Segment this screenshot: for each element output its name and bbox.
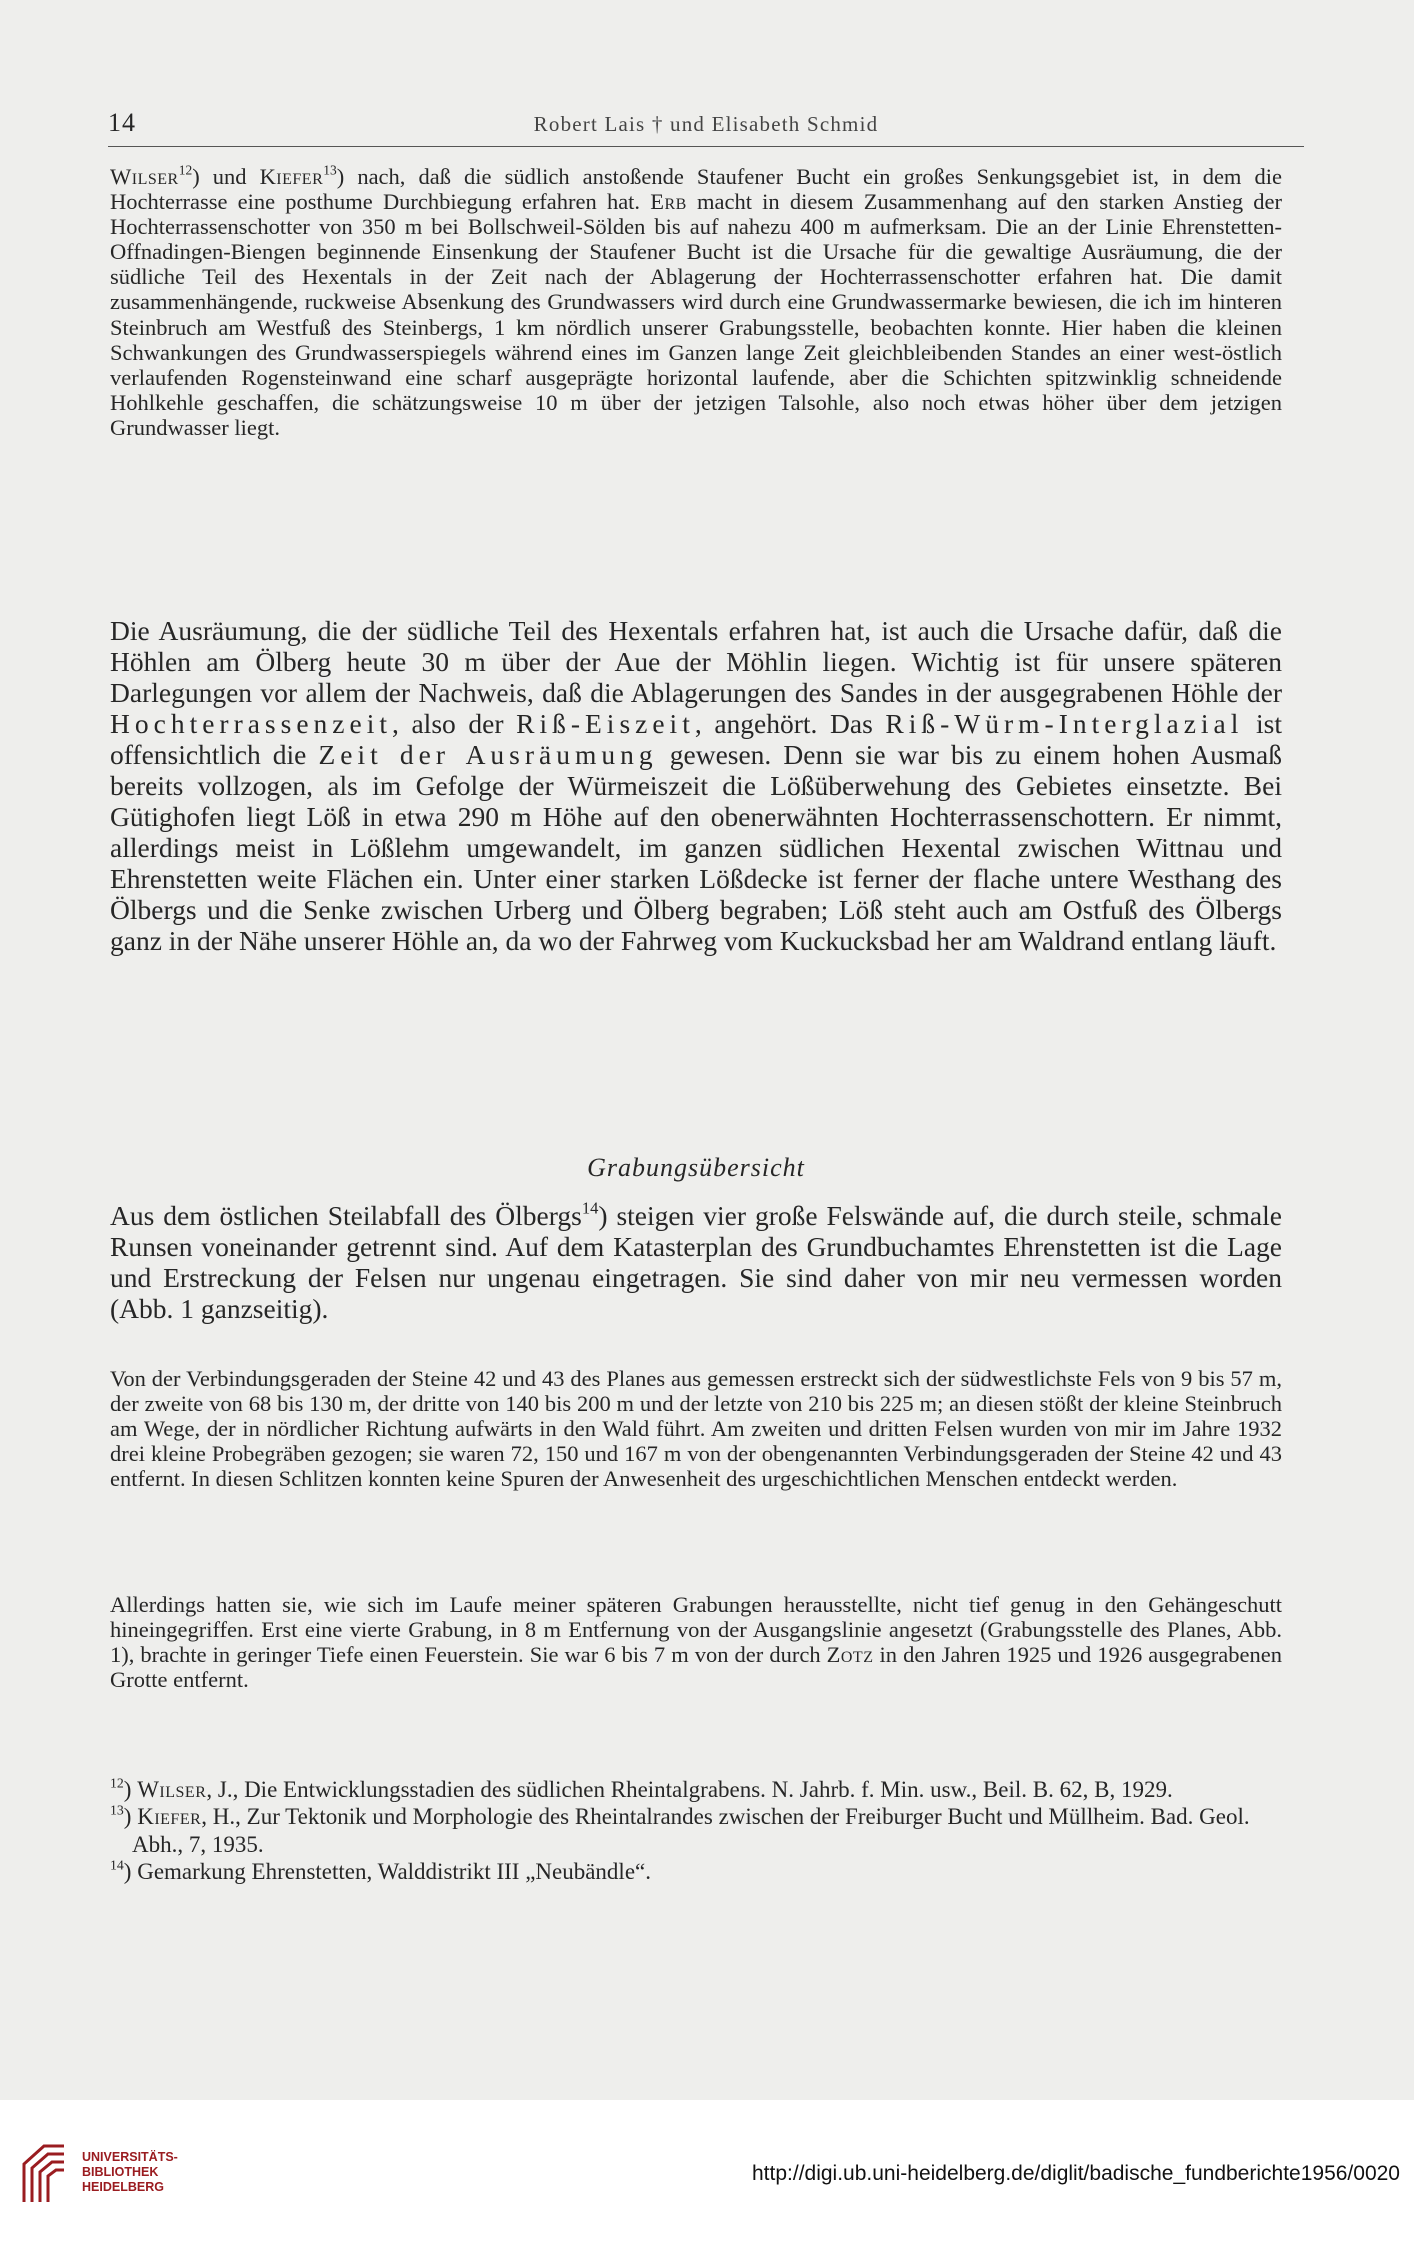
author-name: Kiefer	[137, 1804, 202, 1830]
text-run: gewesen. Denn sie war bis zu einem hohen Ausmaß bereits vollzogen, als im Gefolge der Würmeiszeit die Lößüberwehung des Gebietes einsetzte. Bei Gütighofen liegt Löß in etwa 290 m Höhe auf den obenerwähnten Hochterrassenschottern. Er nimmt, allerdings meist in Lößlehm umgewandelt, im ganzen südlichen Hexental zwischen Wittnau und Ehrenstetten weite Flächen ein. Unter einer starken Lößdecke ist ferner der flache untere Westhang des Ölbergs und die Senke zwischen Urberg und Ölberg begraben; Löß steht auch am Ostfuß des Ölbergs ganz in der Nähe unserer Höhle an, da wo der Fahrweg vom Kuckucksbad her am Waldrand entlang läuft.	[110, 739, 1283, 956]
footnote-14: $^{14}$) Gemarkung Ehrenstetten, Walddistrikt III „Neubändle“.	[110, 1857, 651, 1885]
footnote-mark: 14	[110, 1857, 124, 1873]
paragraph-3	[110, 1200, 1282, 1324]
footnote-ref[interactable]: 12	[178, 162, 193, 178]
paragraph-4-text: Von der Verbindungsgeraden der Steine 42 und 43 des Planes aus gemessen erstreckt sich der südwestlichste Fels von 9 bis 57 m, der zweite von 68 bis 130 m, der dritte von 140 bis 200 m und der letzte von 210 bis 225 m; an diesen stößt der kleine Steinbruch am Wege, der in nördlicher Richtung aufwärts in den Wald führt. Am zweiten und dritten Felsen wurden von mir im Jahre 1932 drei kleine Probegräben gezogen; sie waren 72, 150 und 167 m von der obengenannten Verbindungsgeraden der Steine 42 und 43 entfernt. In diesen Schlitzen konnten keine Spuren der Anwesenheit des urgeschichtlichen Menschen entdeckt werden.	[110, 1366, 1282, 1492]
text-run: ) nach, daß die südlich anstoßende Staufener Bucht ein großes Senkungsgebiet ist, in dem die Hochterrasse eine posthume Durchbiegung erfahren hat.	[110, 164, 1282, 215]
text-run: ) und	[192, 164, 260, 189]
paragraph-1	[110, 164, 1282, 440]
text-run: Allerdings hatten sie, wie sich im Laufe meiner späteren Grabungen herausstellte, nicht tief genug in den Gehängeschutt hineingegriffen. Erst eine vierte Grabung, in 8 m Entfernung von der Ausgangslinie angesetzt (Grabungsstelle des Planes, Abb. 1), brachte in geringer Tiefe einen Feuerstein. Sie war 6 bis 7 m von der durch	[110, 1592, 1282, 1668]
footnote-mark: 13	[110, 1802, 124, 1818]
text-run: macht in diesem Zusammenhang auf den starken Anstieg der Hochterrassenschotter von 350 m bei Bollschweil-Sölden bis auf nahezu 400 m aufmerksam. Die an der Linie Ehrenstetten-Offnadingen-Biengen beginnende Einsenkung der Staufener Bucht ist die Ursache für die gewaltige Ausräumung, die der südliche Teil des Hexentals in der Zeit nach der Ablagerung der Hochterrassenschotter erfahren hat. Die damit zusammenhängende, ruckweise Absenkung des Grundwassers wird durch eine Grundwassermarke bewiesen, die ich im hinteren Steinbruch am Westfuß des Steinbergs, 1 km nördlich unserer Grabungsstelle, beobachten konnte. Hier haben die kleinen Schwankungen des Grundwasserspiegels während eines im Ganzen lange Zeit gleichbleibenden Standes an einer west-östlich verlaufenden Rogensteinwand eine scharf ausgeprägte horizontal laufende, aber die Schichten spitzwinklig schneidende Hohlkehle geschaffen, die schätzungsweise 10 m über der jetzigen Talsohle, also noch etwas höher über dem jetzigen Grundwasser liegt.	[110, 189, 1282, 440]
text-run: , angehört. Das	[694, 708, 886, 739]
library-name-line: BIBLIOTHEK	[82, 2165, 159, 2179]
page-header	[108, 108, 1304, 148]
author-name: Wilser	[110, 164, 179, 189]
paragraph-4	[110, 1366, 1282, 1491]
library-name-line: HEIDELBERG	[82, 2180, 164, 2194]
library-name-line: UNIVERSITÄTS-	[82, 2150, 178, 2164]
paragraph-5	[110, 1592, 1282, 1692]
spaced-emphasis: Riß-Eiszeit	[516, 708, 695, 739]
text-run: ) steigen vier große Felswände auf, die durch steile, schmale Runsen voneinander getrennt sind. Auf dem Katasterplan des Grundbuchamtes Ehrenstetten ist die Lage und Erstreckung der Felsen nur ungenau eingetragen. Sie sind daher von mir neu vermessen worden (Abb. 1 ganzseitig).	[110, 1200, 1282, 1324]
author-name: Wilser	[137, 1777, 207, 1802]
author-name: Kiefer	[259, 164, 324, 189]
digitization-footer	[0, 2100, 1414, 2242]
footnote-mark: 12	[110, 1775, 124, 1791]
footnote-text: Gemarkung Ehrenstetten, Walddistrikt III „Neubändle“.	[137, 1859, 651, 1885]
section-heading: Grabungsübersicht	[587, 1153, 805, 1182]
header-rule	[108, 146, 1304, 147]
footnote-ref[interactable]: 14	[581, 1198, 599, 1218]
text-run: Aus dem östlichen Steilabfall des Ölbergs	[110, 1200, 582, 1231]
footnote-12: $^{12}$) Wilser, J., Die Entwicklungsstadien des südlichen Rheintalgrabens. N. Jahrb. f. Min. usw., Beil. B. 62, B, 1929.	[110, 1775, 1173, 1802]
spaced-emphasis: Zeit der Ausräumung	[318, 739, 658, 770]
spaced-emphasis: Hochterrassenzeit	[110, 708, 392, 739]
footnote-text: , J., Die Entwicklungsstadien des südlichen Rheintalgrabens. N. Jahrb. f. Min. usw., Beil. B. 62, B, 1929.	[206, 1777, 1173, 1802]
spaced-emphasis: Riß-Würm-Interglazial	[885, 708, 1244, 739]
text-run: , also der	[392, 708, 517, 739]
paragraph-2	[110, 615, 1282, 956]
library-name	[82, 2150, 178, 2195]
text-run: in den Jahren 1925 und 1926 ausgegrabenen Grotte entfernt.	[110, 1642, 1282, 1693]
running-title: Robert Lais † und Elisabeth Schmid	[533, 112, 879, 136]
text-run: Die Ausräumung, die der südliche Teil des Hexentals erfahren hat, ist auch die Ursache dafür, daß die Höhlen am Ölberg heute 30 m über der Aue der Möhlin liegen. Wichtig ist für unsere späteren Darlegungen vor allem der Nachweis, daß die Ablagerungen des Sandes in der ausgegrabenen Höhle der	[110, 615, 1282, 708]
university-library-logo-icon[interactable]	[14, 2142, 78, 2206]
footnotes	[110, 1776, 1282, 1886]
footnote-text: , H., Zur Tektonik und Morphologie des Rheintalrandes zwischen der Freiburger Bucht und Müllheim. Bad. Geol. Abh., 7, 1935.	[132, 1804, 1250, 1857]
footnote-ref[interactable]: 13	[323, 162, 337, 178]
author-name: Erb	[650, 189, 687, 215]
page-number: 14	[108, 108, 136, 137]
author-name: Zotz	[826, 1642, 874, 1668]
text-run: ist offensichtlich die	[110, 708, 1282, 770]
permalink[interactable]: http://digi.ub.uni-heidelberg.de/diglit/badische_fundberichte1956/0020	[752, 2162, 1400, 2185]
footnote-13: $^{13}$) Kiefer, H., Zur Tektonik und Morphologie des Rheintalrandes zwischen der Freiburger Bucht und Müllheim. Bad. Geol. Abh., 7, 1935.	[110, 1802, 1250, 1857]
